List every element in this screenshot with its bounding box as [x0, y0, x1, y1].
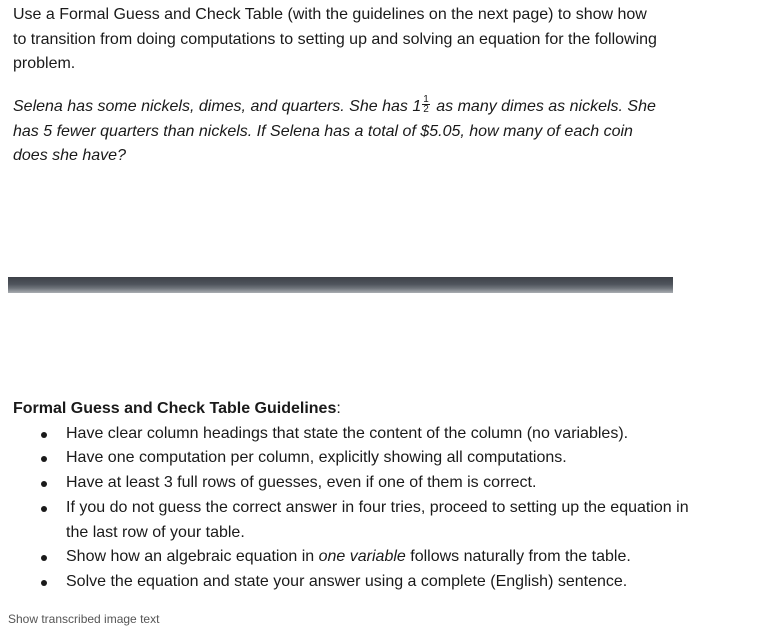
page-divider-bar	[8, 277, 673, 293]
show-transcribed-text-link[interactable]: Show transcribed image text	[8, 612, 160, 626]
guideline-item	[66, 545, 713, 570]
guideline-item: Have one computation per column, explicitly showing all computations.	[66, 446, 713, 471]
guideline-item: Have clear column headings that state the content of the column (no variables).	[66, 422, 713, 447]
fraction-denominator: 2	[423, 104, 429, 116]
instructions-paragraph: Use a Formal Guess and Check Table (with the guidelines on the next page) to show how to transition from doing computations to setting up and solving an equation for the following problem.	[13, 6, 657, 72]
guidelines-list	[13, 422, 713, 596]
problem-text-part1: Selena has some nickels, dimes, and quarters. She has 1	[13, 98, 422, 115]
guidelines-section	[13, 397, 713, 595]
fraction-one-half	[422, 95, 430, 114]
word-problem	[13, 95, 663, 169]
guideline-item: Solve the equation and state your answer using a complete (English) sentence.	[66, 570, 713, 595]
guideline-text: Show how an algebraic equation in	[66, 548, 319, 566]
guideline-item: If you do not guess the correct answer in four tries, proceed to setting up the equation in the last row of your table.	[66, 496, 713, 546]
fraction-numerator: 1	[423, 94, 429, 106]
guideline-text: follows naturally from the table.	[405, 548, 631, 566]
problem-text-part2: as many dimes as nickels. She has 5 fewer quarters than nickels. If Selena has a total of $5.05, how many of each coin does she have?	[13, 98, 656, 164]
guidelines-heading	[13, 397, 713, 422]
guidelines-title-colon: :	[336, 400, 341, 417]
guideline-item: Have at least 3 full rows of guesses, even if one of them is correct.	[66, 471, 713, 496]
guidelines-title: Formal Guess and Check Table Guidelines	[13, 400, 337, 417]
guideline-emphasis: one variable	[318, 548, 406, 566]
